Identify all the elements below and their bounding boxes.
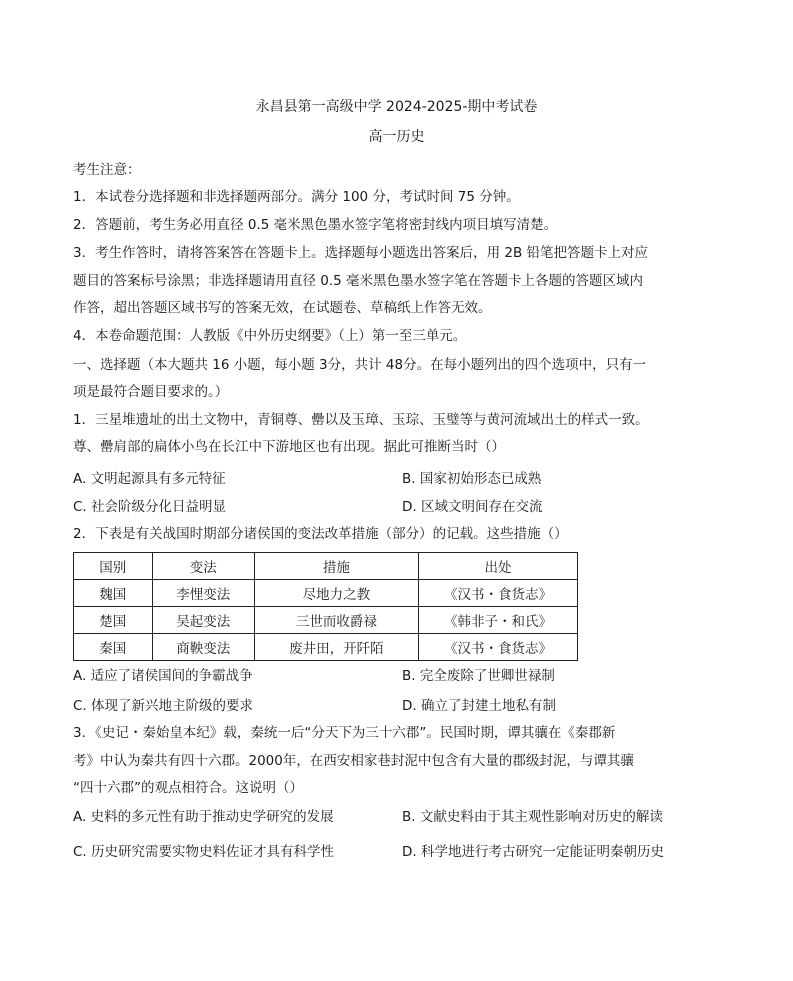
q3-option-c: C. 历史研究需要实物史料佐证才具有科学性 [73, 844, 335, 860]
table-cell: 李悝变法 [152, 580, 254, 607]
table-cell: 尽地力之教 [254, 580, 418, 607]
table-cell: 魏国 [74, 580, 153, 607]
table-row [74, 607, 578, 634]
q1-option-d: D. 区域文明间存在交流 [402, 499, 543, 515]
q2-option-c: C. 体现了新兴地主阶级的要求 [73, 698, 254, 714]
table-header-cell: 国别 [74, 553, 153, 580]
q2-option-b: B. 完全废除了世卿世禄制 [402, 668, 555, 684]
table-row [74, 634, 578, 661]
table-header-cell: 出处 [418, 553, 577, 580]
exam-title: 永昌县第一高级中学 2024-2025-期中考试卷 [255, 99, 538, 115]
table-header-cell: 措施 [254, 553, 418, 580]
exam-subtitle: 高一历史 [368, 129, 425, 145]
q2-option-a: A. 适应了诸侯国间的争霸战争 [73, 668, 253, 684]
notice-item-3-cont: 题目的答案标号涂黑；非选择题请用直径 0.5 毫米黑色墨水签字笔在答题卡上各题的答题区域内 [73, 273, 644, 289]
q2-stem-line-1: 2．下表是有关战国时期部分诸侯国的变法改革措施（部分）的记载。这些措施（） [73, 526, 568, 542]
table-cell: 三世而收爵禄 [254, 607, 418, 634]
notice-heading: 考生注意： [73, 162, 141, 178]
q3-option-d: D. 科学地进行考古研究一定能证明秦朝历史 [402, 844, 664, 860]
table-row [74, 580, 578, 607]
q1-option-a: A. 文明起源具有多元特征 [73, 471, 226, 487]
table-cell: 秦国 [74, 634, 153, 661]
q3-option-a: A. 史料的多元性有助于推动史学研究的发展 [73, 809, 334, 825]
q1-stem-line-1: 1．三星堆遗址的出土文物中，青铜尊、罍以及玉璋、玉琮、玉璧等与黄河流域出土的样式一致。 [73, 412, 649, 428]
table-cell: 《汉书・食货志》 [418, 634, 577, 661]
notice-item-1: 1．本试卷分选择题和非选择题两部分。满分 100 分，考试时间 75 分钟。 [73, 189, 520, 205]
notice-item-3-cont2: 作答，超出答题区域书写的答案无效，在试题卷、草稿纸上作答无效。 [73, 300, 492, 316]
q3-stem-line-2: 考》中认为秦共有四十六郡。2000年，在西安相家巷封泥中包含有大量的郡级封泥，与谭其骧 [73, 753, 634, 769]
q3-option-b: B. 文献史料由于其主观性影响对历史的解读 [402, 809, 663, 825]
table-cell: 楚国 [74, 607, 153, 634]
q3-stem-line-3: “四十六郡”的观点相符合。这说明（） [73, 780, 303, 796]
table-cell: 商鞅变法 [152, 634, 254, 661]
q2-option-d: D. 确立了封建土地私有制 [402, 698, 556, 714]
table-cell: 《汉书・食货志》 [418, 580, 577, 607]
q1-stem-line-2: 尊、罍肩部的扁体小鸟在长江中下游地区也有出现。据此可推断当时（） [73, 439, 505, 455]
q3-stem-line-1: 3．《史记・秦始皇本纪》载，秦统一后“分天下为三十六郡”。民国时期，谭其骧在《秦郡新 [73, 725, 616, 741]
table-cell: 废井田，开阡陌 [254, 634, 418, 661]
notice-item-3: 3．考生作答时，请将答案答在答题卡上。选择题每小题选出答案后，用 2B 铅笔把答题卡上对应 [73, 245, 649, 261]
table-cell: 《韩非子・和氏》 [418, 607, 577, 634]
reform-table [73, 552, 578, 661]
notice-item-4: 4．本卷命题范围：人教版《中外历史纲要》（上）第一至三单元。 [73, 328, 467, 344]
q1-option-c: C. 社会阶级分化日益明显 [73, 499, 227, 515]
q1-option-b: B. 国家初始形态已成熟 [402, 471, 542, 487]
table-header-cell: 变法 [152, 553, 254, 580]
table-header-row [74, 553, 578, 580]
notice-item-2: 2．答题前，考生务必用直径 0.5 毫米黑色墨水签字笔将密封线内项目填写清楚。 [73, 217, 558, 233]
section-heading-line-2: 项是最符合题目要求的。） [73, 384, 229, 400]
section-heading-line-1: 一、选择题（本大题共 16 小题，每小题 3分，共计 48分。在每小题列出的四个选项中，只有一 [73, 357, 647, 373]
table-cell: 吴起变法 [152, 607, 254, 634]
